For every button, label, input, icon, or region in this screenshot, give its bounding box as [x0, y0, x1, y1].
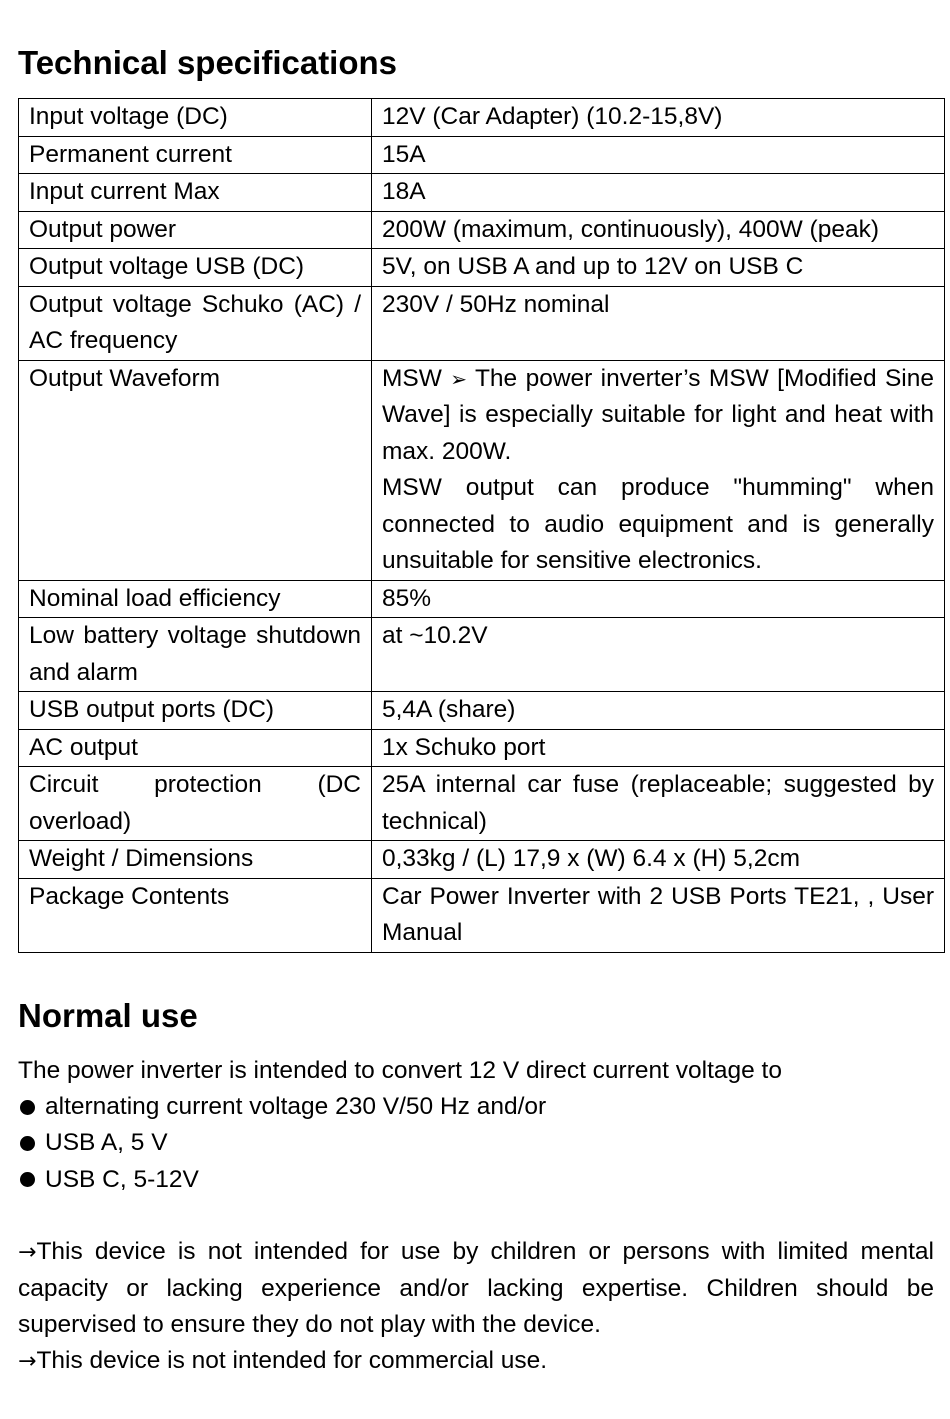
spec-value: 1x Schuko port: [372, 729, 945, 767]
section-title-normal-use: Normal use: [18, 997, 198, 1034]
table-row: [19, 286, 945, 360]
spec-value: 0,33kg / (L) 17,9 x (W) 6.4 x (H) 5,2cm: [372, 841, 945, 879]
list-item: [18, 1089, 934, 1125]
note-text: This device is not intended for commercial use.: [36, 1347, 548, 1375]
table-row: [19, 841, 945, 879]
spec-value: 12V (Car Adapter) (10.2-15,8V): [372, 99, 945, 137]
table-row: [19, 136, 945, 174]
normal-use-body: [18, 1053, 934, 1381]
spec-label: Nominal load efficiency: [19, 580, 372, 618]
table-row: [19, 878, 945, 952]
table-row: [19, 729, 945, 767]
table-row: [19, 692, 945, 730]
list-item-text: USB A, 5 V: [45, 1129, 168, 1157]
spec-value: 5,4A (share): [372, 692, 945, 730]
list-item: [18, 1162, 934, 1198]
spec-value: 5V, on USB A and up to 12V on USB C: [372, 249, 945, 287]
spec-label: Input voltage (DC): [19, 99, 372, 137]
spec-label: Package Contents: [19, 878, 372, 952]
list-item-text: USB C, 5-12V: [45, 1165, 199, 1193]
table-row: [19, 360, 945, 580]
spacer: [18, 1198, 934, 1234]
spec-label: Output power: [19, 211, 372, 249]
spec-value-waveform: [372, 360, 945, 580]
bullet-dot-icon: [20, 1136, 35, 1151]
table-row: [19, 99, 945, 137]
spec-value: at ~10.2V: [372, 618, 945, 692]
spec-value: 18A: [372, 174, 945, 212]
specifications-table: [18, 98, 945, 953]
note-text: This device is not intended for use by children or persons with limited mental capacity or lacking experience and/or lacking expertise. Children should be supervised to ensure they do not play with the device.: [18, 1237, 934, 1339]
section-title-technical-specifications: Technical specifications: [18, 44, 398, 81]
table-row: [19, 618, 945, 692]
spec-label: Output voltage USB (DC): [19, 249, 372, 287]
table-row: [19, 767, 945, 841]
spec-value: 230V / 50Hz nominal: [372, 286, 945, 360]
arrow-bullet-icon: ➢: [450, 366, 468, 391]
list-item-text: alternating current voltage 230 V/50 Hz and/or: [45, 1093, 547, 1121]
spec-label: Output Waveform: [19, 360, 372, 580]
table-row: [19, 211, 945, 249]
bullet-dot-icon: [20, 1100, 35, 1115]
bullet-dot-icon: [20, 1172, 35, 1187]
waveform-type: MSW: [382, 364, 442, 392]
waveform-description: [382, 361, 934, 471]
arrow-right-icon: →: [18, 1349, 37, 1375]
spec-label: Low battery voltage shutdown and alarm: [19, 618, 372, 692]
spec-label: Input current Max: [19, 174, 372, 212]
spec-value: 25A internal car fuse (replaceable; suggested by technical): [372, 767, 945, 841]
table-row: [19, 580, 945, 618]
table-row: [19, 249, 945, 287]
note-paragraph: [18, 1234, 934, 1344]
normal-use-intro: The power inverter is intended to convert 12 V direct current voltage to: [18, 1057, 782, 1084]
spec-label: USB output ports (DC): [19, 692, 372, 730]
waveform-detail: The power inverter’s MSW [Modified Sine Wave] is especially suitable for light and heat with max. 200W.: [382, 364, 934, 465]
spec-value: Car Power Inverter with 2 USB Ports TE21, , User Manual: [372, 878, 945, 952]
spec-label: Circuit protection (DC overload): [19, 767, 372, 841]
list-item: [18, 1125, 934, 1161]
arrow-right-icon: →: [18, 1239, 37, 1265]
waveform-note: MSW output can produce "humming" when connected to audio equipment and is generally unsuitable for sensitive electronics.: [382, 474, 934, 574]
spec-label: Output voltage Schuko (AC) / AC frequency: [19, 286, 372, 360]
table-row: [19, 174, 945, 212]
spec-value: 15A: [372, 136, 945, 174]
spec-label: Permanent current: [19, 136, 372, 174]
spec-label: AC output: [19, 729, 372, 767]
spec-label: Weight / Dimensions: [19, 841, 372, 879]
note-paragraph: [18, 1343, 934, 1380]
spec-value: 85%: [372, 580, 945, 618]
spec-value: 200W (maximum, continuously), 400W (peak): [372, 211, 945, 249]
